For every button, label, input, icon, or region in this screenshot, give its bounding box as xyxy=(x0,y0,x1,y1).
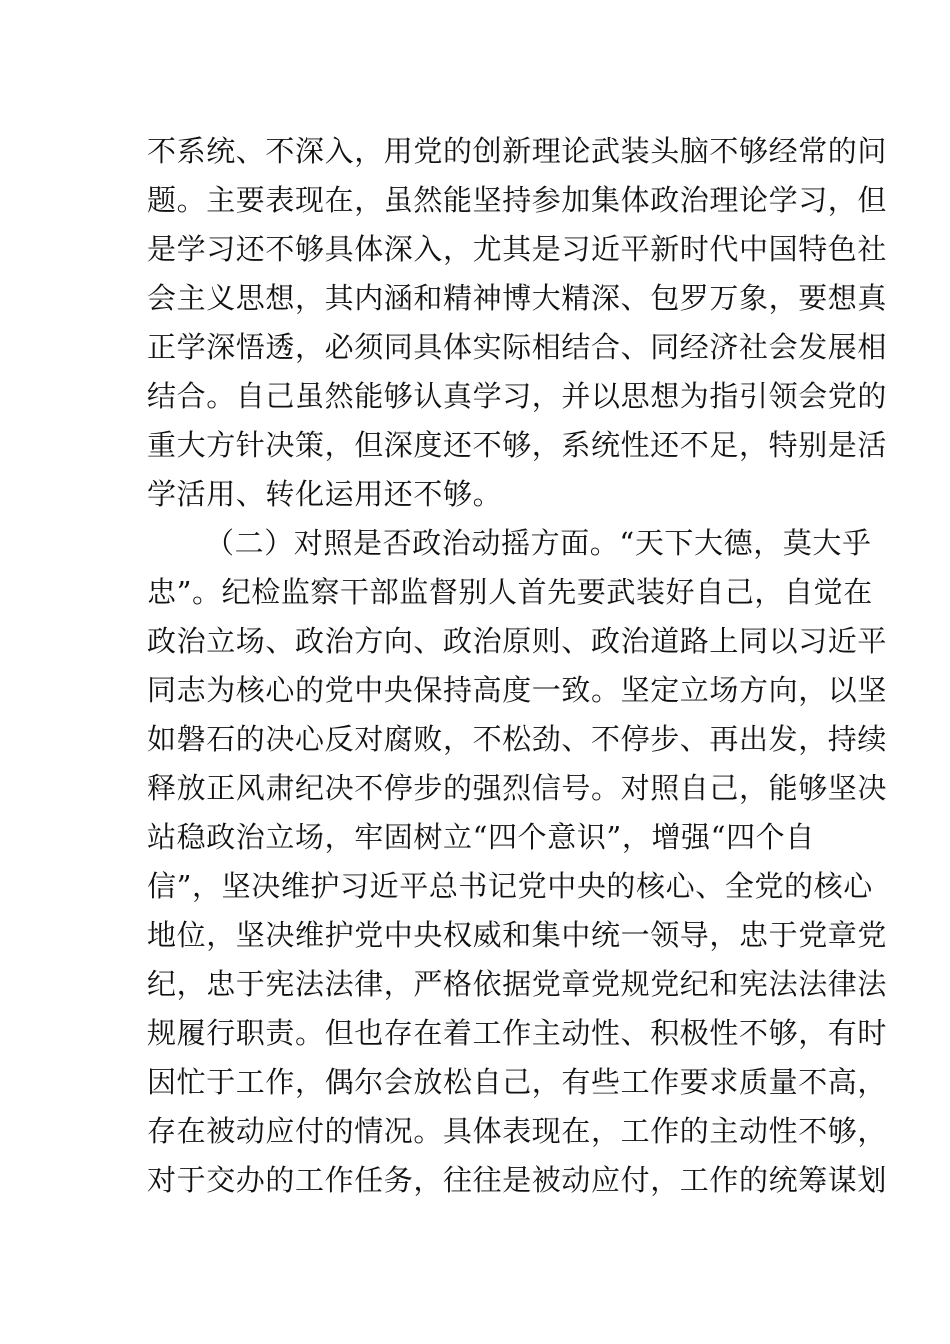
text-line: 不系统、不深入，用党的创新理论武装头脑不够经常的问 xyxy=(147,134,888,168)
body-text xyxy=(147,127,888,1205)
text-line: 是学习还不够具体深入，尤其是习近平新时代中国特色社 xyxy=(147,232,888,266)
text-line: 规履行职责。但也存在着工作主动性、积极性不够，有时 xyxy=(147,1016,888,1050)
text-line: 题。主要表现在，虽然能坚持参加集体政治理论学习，但 xyxy=(147,183,888,217)
text-line: 因忙于工作，偶尔会放松自己，有些工作要求质量不高， xyxy=(147,1065,888,1099)
text-line: 存在被动应付的情况。具体表现在，工作的主动性不够， xyxy=(147,1114,888,1148)
text-line: 信”，坚决维护习近平总书记党中央的核心、全党的核心 xyxy=(147,869,873,903)
text-line: 会主义思想，其内涵和精神博大精深、包罗万象，要想真 xyxy=(147,281,888,315)
text-line: 释放正风肃纪决不停步的强烈信号。对照自己，能够坚决 xyxy=(147,771,888,805)
text-line: 重大方针决策，但深度还不够，系统性还不足，特别是活 xyxy=(147,428,888,462)
text-line: 正学深悟透，必须同具体实际相结合、同经济社会发展相 xyxy=(147,330,888,364)
text-line: 学活用、转化运用还不够。 xyxy=(147,477,503,511)
text-line: 对于交办的工作任务，往往是被动应付，工作的统筹谋划 xyxy=(147,1163,888,1197)
text-line: 纪，忠于宪法法律，严格依据党章党规党纪和宪法法律法 xyxy=(147,967,888,1001)
text-line: 同志为核心的党中央保持高度一致。坚定立场方向，以坚 xyxy=(147,673,888,707)
section-heading-line: （二）对照是否政治动摇方面。“天下大德，莫大乎 xyxy=(205,526,872,560)
text-line: 结合。自己虽然能够认真学习，并以思想为指引领会党的 xyxy=(147,379,888,413)
text-line: 忠”。纪检监察干部监督别人首先要武装好自己，自觉在 xyxy=(147,575,873,609)
text-line: 地位，坚决维护党中央权威和集中统一领导，忠于党章党 xyxy=(147,918,888,952)
text-line: 政治立场、政治方向、政治原则、政治道路上同以习近平 xyxy=(147,624,888,658)
text-line: 站稳政治立场，牢固树立“四个意识”，增强“四个自 xyxy=(147,820,815,854)
text-line: 如磐石的决心反对腐败，不松劲、不停步、再出发，持续 xyxy=(147,722,888,756)
